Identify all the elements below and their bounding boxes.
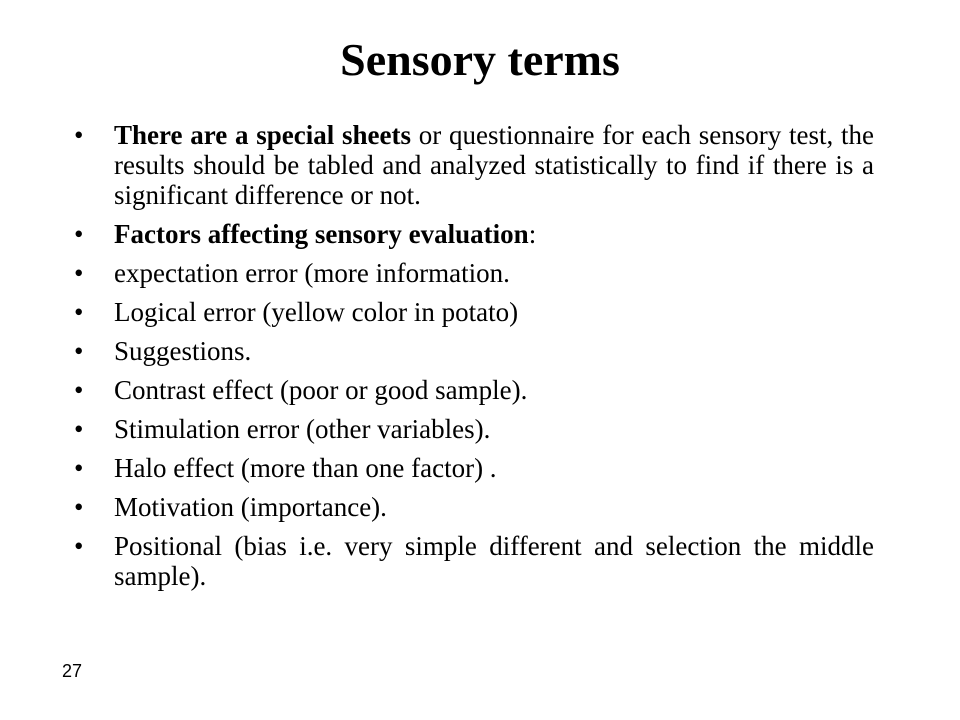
- bullet-icon: •: [74, 297, 84, 327]
- bullet-text: Stimulation error (other variables).: [114, 414, 491, 444]
- slide-title: Sensory terms: [340, 34, 620, 85]
- bullet-text: expectation error (more information.: [114, 258, 510, 288]
- bullet-item-stimulation-error: [74, 414, 874, 444]
- bullet-icon: •: [74, 375, 84, 405]
- bullet-icon: •: [74, 336, 84, 366]
- bullet-item-logical-error: [74, 297, 874, 327]
- bullet-item-factors: [74, 219, 874, 249]
- bullet-bold-text: There are a special sheets: [114, 120, 412, 150]
- page-number: 27: [62, 661, 83, 681]
- bullet-item-positional: [74, 531, 874, 591]
- bullet-item-motivation: [74, 492, 874, 522]
- bullet-item-suggestions: [74, 336, 874, 366]
- bullet-icon: •: [74, 531, 84, 561]
- bullet-text: Halo effect (more than one factor) .: [114, 453, 497, 483]
- bullet-item-halo-effect: [74, 453, 874, 483]
- bullet-item-special-sheets: [74, 120, 874, 210]
- bullet-item-contrast-effect: [74, 375, 874, 405]
- bullet-text: Motivation (importance).: [114, 492, 387, 522]
- bullet-bold-text: Factors affecting sensory evaluation: [114, 219, 529, 249]
- bullet-icon: •: [74, 258, 84, 288]
- bullet-text: Logical error (yellow color in potato): [114, 297, 519, 327]
- bullet-text: or questionnaire for each sensory test, the results should be tabled and analyzed statistically to find if there is a significant difference or not.: [114, 120, 874, 210]
- bullet-icon: •: [74, 492, 84, 522]
- bullet-text: Contrast effect (poor or good sample).: [114, 375, 528, 405]
- bullet-list: [74, 120, 874, 600]
- bullet-text: :: [528, 219, 537, 249]
- bullet-item-expectation-error: [74, 258, 874, 288]
- bullet-icon: •: [74, 453, 84, 483]
- bullet-icon: •: [74, 414, 84, 444]
- bullet-icon: •: [74, 219, 84, 249]
- bullet-text: Positional (bias i.e. very simple different and selection the middle sample).: [114, 531, 874, 591]
- bullet-icon: •: [74, 120, 84, 150]
- bullet-text: Suggestions.: [114, 336, 252, 366]
